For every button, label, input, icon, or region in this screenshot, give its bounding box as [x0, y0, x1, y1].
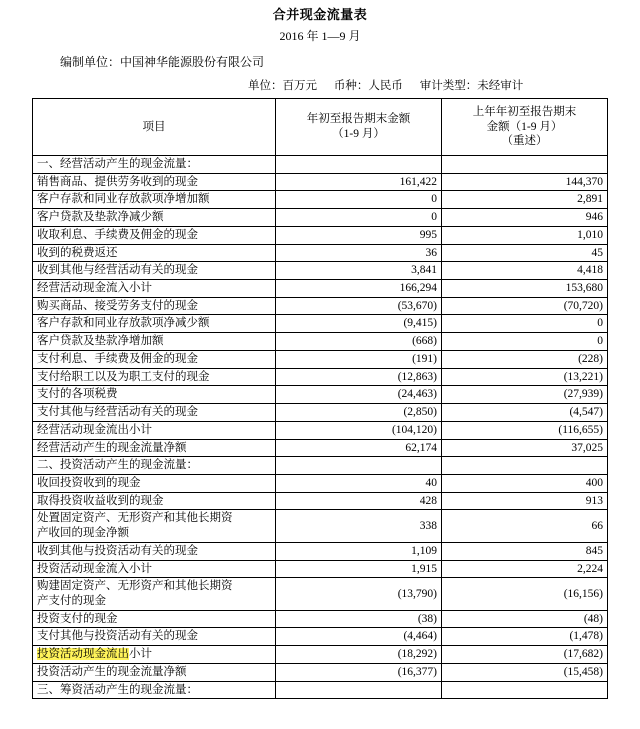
row-value-previous: 845 [442, 542, 608, 560]
units-line [0, 77, 640, 93]
table-row [33, 226, 608, 244]
table-row [33, 628, 608, 646]
row-value-previous: (48) [442, 610, 608, 628]
row-value-previous: (1,478) [442, 628, 608, 646]
column-header-previous-line2: 金额（1-9 月） [486, 120, 563, 133]
row-label: 经营活动产生的现金流量净额 [33, 439, 276, 457]
row-value-current: (16,377) [276, 663, 442, 681]
row-value-current: 3,841 [276, 262, 442, 280]
row-value-previous: (27,939) [442, 386, 608, 404]
report-period: 2016 年 1—9 月 [279, 29, 361, 43]
row-label: 收到的税费返还 [33, 244, 276, 262]
table-row [33, 560, 608, 578]
row-label: 经营活动现金流出小计 [33, 421, 276, 439]
row-label: 投资活动产生的现金流量净额 [33, 663, 276, 681]
row-value-previous: 45 [442, 244, 608, 262]
row-label: 经营活动现金流入小计 [33, 280, 276, 298]
column-header-previous-line3: （重述） [501, 135, 548, 148]
table-row [33, 510, 608, 542]
row-value-previous: (13,221) [442, 368, 608, 386]
row-value-previous [442, 156, 608, 174]
row-value-previous: (17,682) [442, 646, 608, 664]
table-row [33, 315, 608, 333]
row-value-previous: 0 [442, 315, 608, 333]
row-value-current: (24,463) [276, 386, 442, 404]
row-value-previous: 144,370 [442, 173, 608, 191]
row-value-current: 161,422 [276, 173, 442, 191]
row-value-current: (2,850) [276, 404, 442, 422]
table-row [33, 610, 608, 628]
column-header-current [276, 99, 442, 156]
table-row [33, 262, 608, 280]
row-value-previous: 1,010 [442, 226, 608, 244]
row-label: 投资活动现金流出小计 [33, 646, 276, 664]
row-value-previous: 153,680 [442, 280, 608, 298]
row-value-current: (4,464) [276, 628, 442, 646]
table-row [33, 244, 608, 262]
table-row [33, 492, 608, 510]
row-value-current [276, 681, 442, 699]
column-header-current-line2: （1-9 月） [332, 128, 385, 140]
table-body [33, 156, 608, 699]
row-label: 收到其他与投资活动有关的现金 [33, 542, 276, 560]
table-row [33, 280, 608, 298]
row-label: 支付的各项税费 [33, 386, 276, 404]
row-label: 支付其他与经营活动有关的现金 [33, 404, 276, 422]
row-value-previous: 0 [442, 333, 608, 351]
table-row [33, 646, 608, 664]
row-value-current [276, 457, 442, 475]
row-value-current: (104,120) [276, 421, 442, 439]
row-value-current: (18,292) [276, 646, 442, 664]
row-label: 销售商品、提供劳务收到的现金 [33, 173, 276, 191]
table-row [33, 542, 608, 560]
row-value-current [276, 156, 442, 174]
column-header-item: 项目 [33, 99, 276, 156]
row-label: 收取利息、手续费及佣金的现金 [33, 226, 276, 244]
row-value-current: (13,790) [276, 578, 442, 610]
table-row [33, 578, 608, 610]
table-row [33, 457, 608, 475]
column-header-previous-line1: 上年年初至报告期末 [472, 105, 577, 118]
unit-label: 单位：百万元 [248, 80, 317, 92]
table-row [33, 191, 608, 209]
row-value-current: 36 [276, 244, 442, 262]
row-value-current: 62,174 [276, 439, 442, 457]
row-value-current: (9,415) [276, 315, 442, 333]
row-value-current: 995 [276, 226, 442, 244]
row-value-previous [442, 681, 608, 699]
row-value-previous: (4,547) [442, 404, 608, 422]
row-value-previous: 946 [442, 209, 608, 227]
preparer-line: 编制单位：中国神华能源股份有限公司 [60, 55, 265, 69]
row-value-previous: 2,224 [442, 560, 608, 578]
row-label: 客户存款和同业存放款项净减少额 [33, 315, 276, 333]
row-value-previous: (116,655) [442, 421, 608, 439]
row-label: 三、筹资活动产生的现金流量： [33, 681, 276, 699]
row-label: 投资支付的现金 [33, 610, 276, 628]
column-header-current-line1: 年初至报告期末金额 [306, 113, 411, 126]
row-value-current: (12,863) [276, 368, 442, 386]
row-value-current: (38) [276, 610, 442, 628]
row-label: 支付利息、手续费及佣金的现金 [33, 350, 276, 368]
row-value-current: (668) [276, 333, 442, 351]
row-label: 收回投资收到的现金 [33, 474, 276, 492]
table-row [33, 681, 608, 699]
row-label: 客户存款和同业存放款项净增加额 [33, 191, 276, 209]
row-value-previous: 2,891 [442, 191, 608, 209]
table-row [33, 297, 608, 315]
row-value-current: 0 [276, 191, 442, 209]
document-page [0, 4, 640, 729]
table-row [33, 350, 608, 368]
table-row [33, 474, 608, 492]
row-label: 支付其他与投资活动有关的现金 [33, 628, 276, 646]
row-value-previous: 37,025 [442, 439, 608, 457]
row-label: 收到其他与经营活动有关的现金 [33, 262, 276, 280]
currency-label: 币种：人民币 [333, 80, 403, 92]
table-row [33, 368, 608, 386]
table-row [33, 421, 608, 439]
table-row [33, 439, 608, 457]
row-value-previous: 66 [442, 510, 608, 542]
row-label: 支付给职工以及为职工支付的现金 [33, 368, 276, 386]
table-row [33, 173, 608, 191]
row-value-current: 40 [276, 474, 442, 492]
row-label: 二、投资活动产生的现金流量： [33, 457, 276, 475]
row-value-previous: 4,418 [442, 262, 608, 280]
row-value-current: 1,109 [276, 542, 442, 560]
row-value-previous: (228) [442, 350, 608, 368]
column-header-previous [442, 99, 608, 156]
row-value-previous: 400 [442, 474, 608, 492]
row-label: 购买商品、接受劳务支付的现金 [33, 297, 276, 315]
cash-flow-table [32, 98, 608, 699]
row-label: 取得投资收益收到的现金 [33, 492, 276, 510]
row-label: 客户贷款及垫款净减少额 [33, 209, 276, 227]
highlighted-text: 投资活动现金流出 [37, 648, 129, 661]
row-value-current: (191) [276, 350, 442, 368]
row-value-previous: (16,156) [442, 578, 608, 610]
row-value-current: 1,915 [276, 560, 442, 578]
row-value-current: 338 [276, 510, 442, 542]
row-value-previous: (70,720) [442, 297, 608, 315]
row-value-previous: (15,458) [442, 663, 608, 681]
audit-type-label: 审计类型：未经审计 [419, 80, 524, 92]
row-value-current: 166,294 [276, 280, 442, 298]
table-row [33, 404, 608, 422]
table-row [33, 209, 608, 227]
page-title: 合并现金流量表 [272, 7, 368, 22]
table-header-row [33, 99, 608, 156]
row-value-previous [442, 457, 608, 475]
table-row [33, 333, 608, 351]
table-row [33, 156, 608, 174]
row-label: 一、经营活动产生的现金流量： [33, 156, 276, 174]
row-label: 投资活动现金流入小计 [33, 560, 276, 578]
row-label: 客户贷款及垫款净增加额 [33, 333, 276, 351]
row-label: 购建固定资产、无形资产和其他长期资 产支付的现金 [33, 578, 276, 610]
row-value-current: 0 [276, 209, 442, 227]
table-row [33, 386, 608, 404]
table-row [33, 663, 608, 681]
row-value-current: (53,670) [276, 297, 442, 315]
row-value-current: 428 [276, 492, 442, 510]
row-value-previous: 913 [442, 492, 608, 510]
row-label: 处置固定资产、无形资产和其他长期资 产收回的现金净额 [33, 510, 276, 542]
